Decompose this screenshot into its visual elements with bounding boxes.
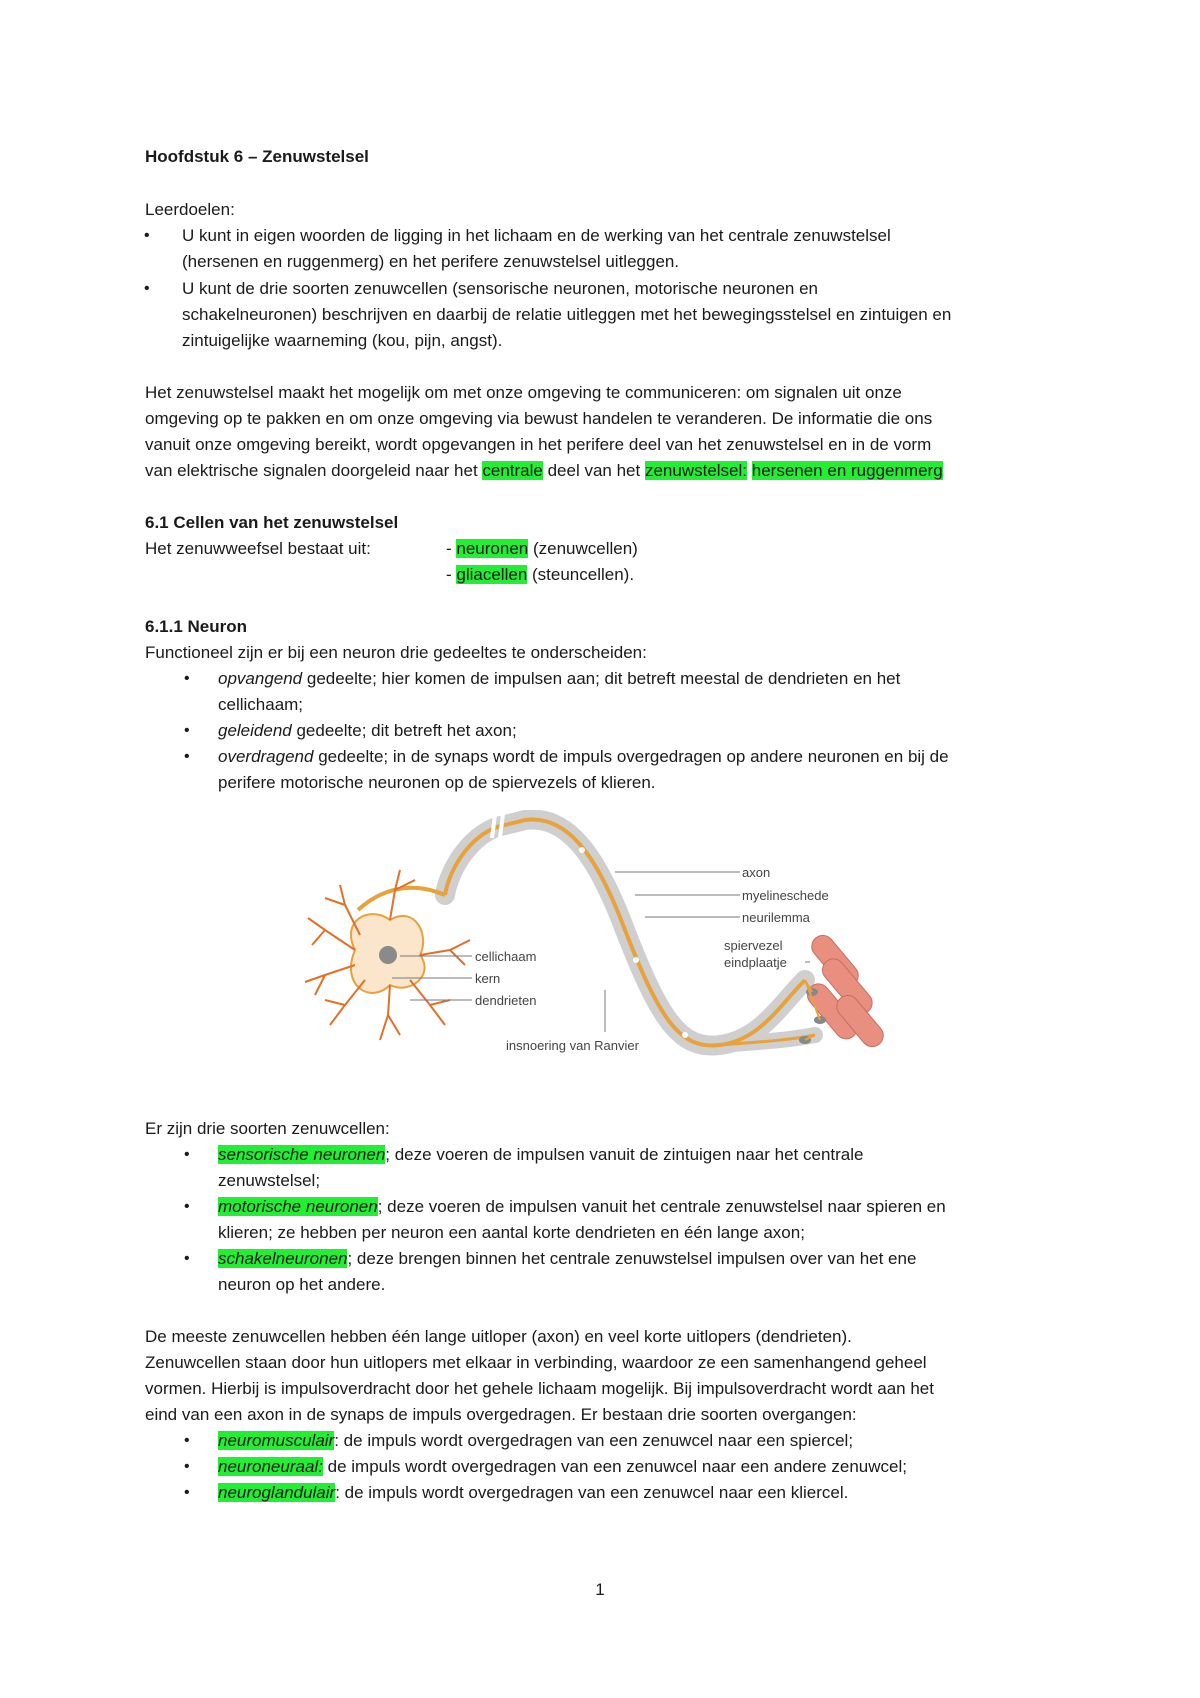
item-text: gedeelte; hier komen de impulsen aan; dit betreft meestal de dendrieten en het xyxy=(302,669,901,688)
list-item xyxy=(218,744,949,770)
highlight-zenuwstelsel: zenuwstelsel: xyxy=(644,461,748,480)
item-text: ; deze brengen binnen het centrale zenuwstelsel impulsen over van het ene xyxy=(347,1249,917,1268)
dash: - xyxy=(446,565,457,584)
item-text: (zenuwcellen) xyxy=(528,539,638,558)
section-lead: Functioneel zijn er bij een neuron drie gedeeltes te onderscheiden: xyxy=(145,643,647,662)
nucleus xyxy=(379,946,397,964)
intro-line xyxy=(145,458,943,484)
list-item-cont: zenuwstelsel; xyxy=(218,1171,321,1190)
item-text: gedeelte; in de synaps wordt de impuls overgedragen op andere neuronen en bij de xyxy=(313,747,949,766)
list-item xyxy=(218,666,900,692)
label-neurilemma: neurilemma xyxy=(742,910,810,925)
bullet-icon: • xyxy=(184,722,190,739)
list-item xyxy=(218,1454,907,1480)
item-text: (steuncellen). xyxy=(527,565,635,584)
highlight-centrale: centrale xyxy=(482,461,543,480)
list-item xyxy=(218,1142,863,1168)
bullet-icon: • xyxy=(184,1484,190,1501)
item-text: : de impuls wordt overgedragen van een zenuwcel naar een kliercel. xyxy=(335,1483,849,1502)
bullet-icon: • xyxy=(184,1146,190,1163)
term: geleidend xyxy=(218,721,292,740)
intro-text: van elektrische signalen doorgeleid naar het xyxy=(145,461,483,480)
goals-label: Leerdoelen: xyxy=(145,200,235,219)
neuron-figure xyxy=(300,810,960,1075)
bullet-icon: • xyxy=(184,1198,190,1215)
paragraph-line: Zenuwcellen staan door hun uitlopers met elkaar in verbinding, waardoor ze een samenhangend geheel xyxy=(145,1353,927,1372)
goal-line: (hersenen en ruggenmerg) en het perifere zenuwstelsel uitleggen. xyxy=(182,252,680,271)
bullet-icon: • xyxy=(144,280,150,297)
label-kern: kern xyxy=(475,971,501,986)
highlight-motorisch: motorische neuronen xyxy=(218,1197,378,1216)
item-text: ; deze voeren de impulsen vanuit het centrale zenuwstelsel naar spieren en xyxy=(377,1197,946,1216)
ranvier-node xyxy=(682,1032,688,1038)
highlight-schakel: schakelneuronen xyxy=(218,1249,348,1268)
paragraph-line: De meeste zenuwcellen hebben één lange uitloper (axon) en veel korte uitlopers (dendrieten). xyxy=(145,1327,852,1346)
section-heading: 6.1 Cellen van het zenuwstelsel xyxy=(145,513,399,532)
section-lead: Er zijn drie soorten zenuwcellen: xyxy=(145,1119,390,1138)
item-text: ; deze voeren de impulsen vanuit de zintuigen naar het centrale xyxy=(385,1145,864,1164)
list-item-cont: neuron op het andere. xyxy=(218,1275,386,1294)
goal-line: zintuigelijke waarneming (kou, pijn, angst). xyxy=(182,331,503,350)
list-item xyxy=(218,1480,848,1506)
bullet-icon: • xyxy=(184,748,190,765)
list-item xyxy=(218,718,517,744)
paragraph-line: eind van een axon in de synaps de impuls overgedragen. Er bestaan drie soorten overgangen: xyxy=(145,1405,857,1424)
page-number: 1 xyxy=(595,1580,605,1599)
highlight-neuroglandulair: neuroglandulair xyxy=(218,1483,336,1502)
label-dendrieten: dendrieten xyxy=(475,993,537,1008)
list-item-cont: cellichaam; xyxy=(218,695,304,714)
highlight-sensorisch: sensorische neuronen xyxy=(218,1145,386,1164)
intro-text: deel van het xyxy=(542,461,645,480)
bullet-icon: • xyxy=(184,1432,190,1449)
label-eindplaatje: eindplaatje xyxy=(724,955,787,970)
highlight-hersenen: hersenen en ruggenmerg xyxy=(751,461,943,480)
chapter-title: Hoofdstuk 6 – Zenuwstelsel xyxy=(145,147,369,166)
goal-line: schakelneuronen) beschrijven en daarbij de relatie uitleggen met het bewegingsstelsel en zintuigen en xyxy=(182,305,952,324)
list-item xyxy=(218,1194,946,1220)
paragraph-line: vormen. Hierbij is impulsoverdracht door het gehele lichaam mogelijk. Bij impulsoverdracht wordt aan het xyxy=(145,1379,934,1398)
list-item xyxy=(446,536,638,562)
term: opvangend xyxy=(218,669,303,688)
list-item-cont: klieren; ze hebben per neuron een aantal korte dendrieten en één lange axon; xyxy=(218,1223,805,1242)
section-lead: Het zenuwweefsel bestaat uit: xyxy=(145,539,371,558)
item-text: gedeelte; dit betreft het axon; xyxy=(291,721,517,740)
bullet-icon: • xyxy=(144,227,150,244)
dash: - xyxy=(446,539,457,558)
bullet-icon: • xyxy=(184,1250,190,1267)
list-item xyxy=(446,562,634,588)
bullet-icon: • xyxy=(184,1458,190,1475)
list-item xyxy=(218,1428,853,1454)
label-myelin: myelineschede xyxy=(742,888,829,903)
ranvier-node xyxy=(633,957,639,963)
highlight-neuroneuraal: neuroneuraal: xyxy=(218,1457,323,1476)
highlight-gliacellen: gliacellen xyxy=(456,565,528,584)
item-text: : de impuls wordt overgedragen van een zenuwcel naar een spiercel; xyxy=(334,1431,854,1450)
section-heading: 6.1.1 Neuron xyxy=(145,617,248,636)
list-item-cont: perifere motorische neuronen op de spiervezels of klieren. xyxy=(218,773,656,792)
label-spiervezel: spiervezel xyxy=(724,938,783,953)
label-cellichaam: cellichaam xyxy=(475,949,537,964)
intro-line: Het zenuwstelsel maakt het mogelijk om met onze omgeving te communiceren: om signalen uit onze xyxy=(145,383,902,402)
bullet-icon: • xyxy=(184,670,190,687)
item-text: de impuls wordt overgedragen van een zenuwcel naar een andere zenuwcel; xyxy=(322,1457,907,1476)
label-axon: axon xyxy=(742,865,771,880)
intro-line: omgeving op te pakken en om onze omgeving via bewust handelen te veranderen. De informatie die ons xyxy=(145,409,933,428)
ranvier-node xyxy=(579,847,585,853)
goal-line: U kunt de drie soorten zenuwcellen (sensorische neuronen, motorische neuronen en xyxy=(182,279,818,298)
term: overdragend xyxy=(218,747,314,766)
goal-line: U kunt in eigen woorden de ligging in het lichaam en de werking van het centrale zenuwstelsel xyxy=(182,226,891,245)
intro-line: vanuit onze omgeving bereikt, wordt opgevangen in het perifere deel van het zenuwstelsel en in de vorm xyxy=(145,435,932,454)
list-item xyxy=(218,1246,916,1272)
highlight-neuronen: neuronen xyxy=(456,539,529,558)
highlight-neuromusculair: neuromusculair xyxy=(218,1431,335,1450)
label-ranvier: insnoering van Ranvier xyxy=(506,1038,639,1053)
